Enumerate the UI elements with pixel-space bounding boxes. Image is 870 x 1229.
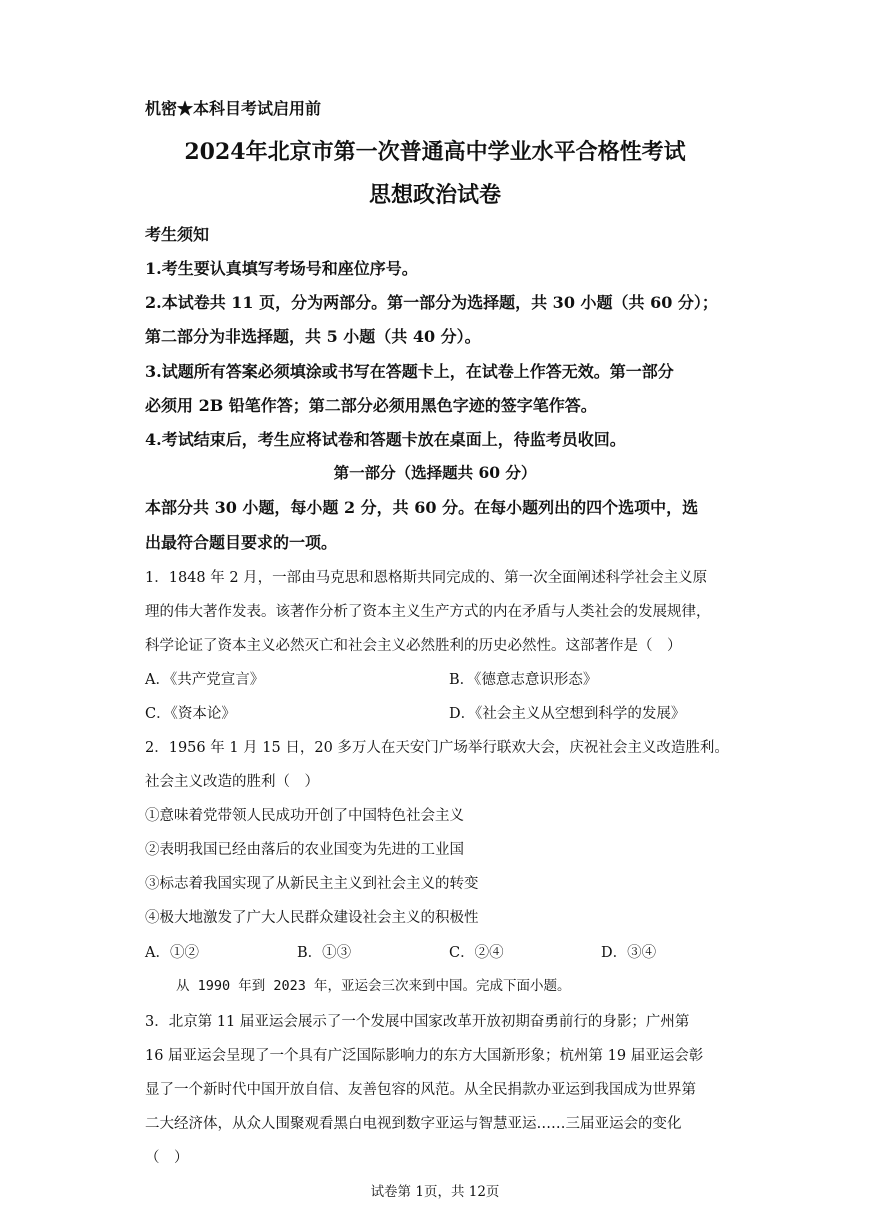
notice-line: 1.考生要认真填写考场号和座位序号。 xyxy=(145,259,418,278)
group-intro: 从 1990 年到 2023 年，亚运会三次来到中国。完成下面小题。 xyxy=(176,978,571,994)
q2-option-b: B．①③ xyxy=(297,945,352,961)
notice-line: 2.本试卷共 11 页，分为两部分。第一部分为选择题，共 30 小题（共 60 分）； xyxy=(145,293,718,312)
q2-stem: 2．1956 年 1 月 15 日，20 多万人在天安门广场举行联欢大会，庆祝社会主义改造胜利。 xyxy=(145,740,729,756)
q2-option-a: A．①② xyxy=(145,945,199,961)
notice-line: 3.试题所有答案必须填涂或书写在答题卡上，在试卷上作答无效。第一部分 xyxy=(145,362,674,381)
part1-heading: 第一部分（选择题共 60 分） xyxy=(333,463,537,482)
notice-line: 第二部分为非选择题，共 5 小题（共 40 分）。 xyxy=(145,327,481,346)
q2-statement: ②表明我国已经由落后的农业国变为先进的工业国 xyxy=(145,842,464,858)
notice-line: 4.考试结束后，考生应将试卷和答题卡放在桌面上，待监考员收回。 xyxy=(145,430,626,449)
q1-option-a: A．《共产党宣言》 xyxy=(145,672,265,688)
q2-statement: ④极大地激发了广大人民群众建设社会主义的积极性 xyxy=(145,910,479,926)
q1-option-c: C．《资本论》 xyxy=(145,706,236,722)
q1-stem: 科学论证了资本主义必然灭亡和社会主义必然胜利的历史必然性。这部著作是（ ） xyxy=(145,638,682,654)
q3-stem: 3．北京第 11 届亚运会展示了一个发展中国家改革开放初期奋勇前行的身影；广州第 xyxy=(145,1014,690,1030)
q2-stem: 社会主义改造的胜利（ ） xyxy=(145,774,319,790)
q1-stem: 1．1848 年 2 月，一部由马克思和恩格斯共同完成的、第一次全面阐述科学社会主义原 xyxy=(145,570,708,586)
exam-title: 2024年北京市第一次普通高中学业水平合格性考试 xyxy=(184,139,686,165)
exam-subtitle: 思想政治试卷 xyxy=(368,182,501,208)
q3-stem: （ ） xyxy=(145,1150,189,1166)
part1-instructions: 出最符合题目要求的一项。 xyxy=(145,533,338,552)
part1-instructions: 本部分共 30 小题，每小题 2 分，共 60 分。在每小题列出的四个选项中，选 xyxy=(145,498,699,517)
q3-stem: 16 届亚运会呈现了一个具有广泛国际影响力的东方大国新形象；杭州第 19 届亚运会彰 xyxy=(145,1048,704,1064)
q2-statement: ③标志着我国实现了从新民主主义到社会主义的转变 xyxy=(145,876,479,892)
q3-stem: 显了一个新时代中国开放自信、友善包容的风范。从全民捐款办亚运到我国成为世界第 xyxy=(145,1082,696,1098)
q1-option-d: D．《社会主义从空想到科学的发展》 xyxy=(449,706,686,722)
notice-heading: 考生须知 xyxy=(145,225,210,244)
page-footer: 试卷第 1页，共 12页 xyxy=(370,1184,500,1200)
q2-option-c: C．②④ xyxy=(449,945,504,961)
q1-stem: 理的伟大著作发表。该著作分析了资本主义生产方式的内在矛盾与人类社会的发展规律， xyxy=(145,604,711,620)
q3-stem: 二大经济体，从众人围聚观看黑白电视到数字亚运与智慧亚运……三届亚运会的变化 xyxy=(145,1116,682,1132)
q2-option-d: D．③④ xyxy=(601,945,657,961)
notice-line: 必须用 2B 铅笔作答；第二部分必须用黑色字迹的签字笔作答。 xyxy=(145,396,597,415)
q1-option-b: B．《德意志意识形态》 xyxy=(449,672,598,688)
confidential-label: 机密★本科目考试启用前 xyxy=(145,99,322,118)
q2-statement: ①意味着党带领人民成功开创了中国特色社会主义 xyxy=(145,808,464,824)
